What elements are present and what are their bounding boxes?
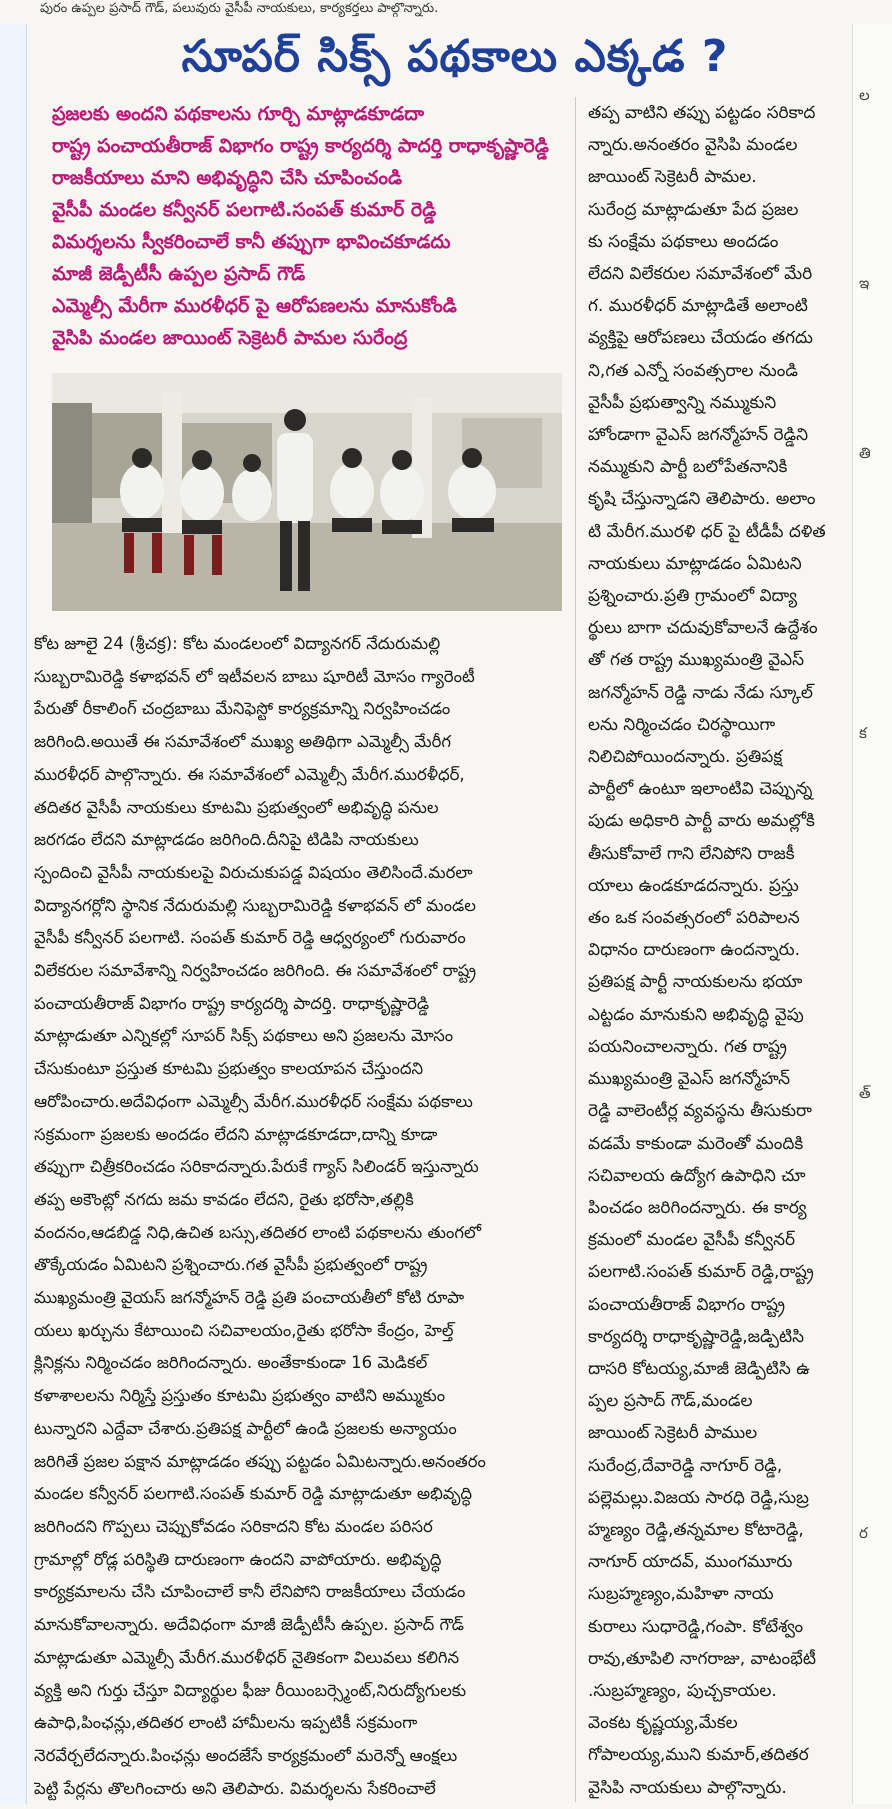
body-line: నమ్ముకుని పార్టీ బలోపేతనానికి <box>588 457 788 478</box>
body-line: జాయింట్ సెక్రెటరీ పామల. <box>588 167 757 188</box>
press-meet-photo <box>52 373 562 611</box>
body-line: మాట్లాడుతూ ఎన్నికల్లో సూపర్ సిక్స్ పథకాలు అని ప్రజలను మోసం <box>34 1026 454 1046</box>
body-line: వైసీపీ కన్వీనర్ పలగాటి. సంపత్ కుమార్ రెడ్డి ఆధ్వర్యంలో గురువారం <box>34 928 466 948</box>
body-line: ఉపాధి,పింఛన్లు,తదితర లాంటి హామీలను ఇప్పటికీ సక్రమంగా <box>34 1713 418 1733</box>
previous-article-strip <box>0 0 892 18</box>
body-line: రావు,తూపిలి నాగరాజు, వాటంభేటీ <box>588 1648 816 1669</box>
body-line: కృషి చేస్తున్నాడని తెలిపారు. అలాం <box>588 489 816 510</box>
press-meet-photo-drawing <box>52 373 562 611</box>
body-line: ని,గత ఎన్నో సంవత్సరాల నుండి <box>588 360 798 381</box>
body-line: గ్రామాల్లో రోడ్ల పరిస్థితి దారుణంగా ఉందని వాపోయారు. అభివృద్ధి <box>34 1549 442 1569</box>
body-line: చేసుకుంటూ ప్రస్తుత కూటమి ప్రభుత్వం కాలయాపన చేస్తుందని <box>34 1059 424 1079</box>
body-line: వ్యక్తిపై ఆరోపణలు చేయడం తగదు <box>588 328 813 349</box>
body-line: సురేంద్ర మాట్లాడుతూ పేద ప్రజల <box>588 199 799 220</box>
body-line: వెంకట కృష్ణయ్య,మేకల <box>588 1713 738 1734</box>
body-line: జగన్మోహన్ రెడ్డి నాడు నేడు స్కూల్ <box>588 682 813 703</box>
body-line: పయనించాలన్నారు. గత రాష్ట్ర <box>588 1036 787 1057</box>
edge-glyph: త్ <box>859 1084 871 1102</box>
edge-glyph: క <box>859 724 867 742</box>
body-line: విలేకరుల సమావేశాన్ని నిర్వహించడం జరిగింది. ఈ సమావేశంలో రాష్ట్ర <box>34 961 477 981</box>
body-line: ముఖ్యమంత్రి వైఎస్ జగన్మోహన్ <box>588 1069 791 1090</box>
column-divider <box>575 97 576 1802</box>
body-line: క్రమంలో మండల వైసీపీ కన్వీనర్ <box>588 1230 796 1251</box>
left-page-edge <box>0 24 27 1804</box>
body-line: సచివాలయ ఉద్యోగ ఉపాధిని చూ <box>588 1165 806 1186</box>
body-line: యలు ఖర్చును కేటాయించి సచివాలయం,రైతు భరోసా కేంద్రం, హెల్త్ <box>34 1320 454 1340</box>
body-line: టి మేరీగ.మురళి ధర్ పై టీడీపీ దళిత <box>588 521 826 542</box>
right-page-edge <box>852 24 892 1804</box>
body-line: జరిగితే ప్రజల పక్షాన మాట్లాడడం తప్పు పట్టడం ఏమిటన్నారు.అనంతరం <box>34 1451 486 1471</box>
body-line: .సుబ్రహ్మణ్యం, పుచ్చకాయల. <box>588 1680 777 1701</box>
body-line: వైసీపీ ప్రభుత్వాన్ని నమ్ముకుని <box>588 392 777 413</box>
body-line: వైసిపి నాయకులు పాల్గొన్నారు. <box>588 1777 787 1798</box>
body-line: జరిగిందని గొప్పలు చెప్పుకోవడం సరికాదని కోట మండల పరిసర <box>34 1516 433 1536</box>
body-line: తొక్కేయడం ఏమిటని ప్రశ్నించారు.గత వైసీపీ ప్రభుత్వంలో రాష్ట్ర <box>34 1255 428 1275</box>
body-line: జరగడం లేదని మాట్లాడడం జరిగింది.దీనిపై టిడిపి నాయకులు <box>34 830 419 850</box>
body-line: కార్యదర్శి రాధాకృష్ణారెడ్డి,జడ్పిటిసి <box>588 1326 805 1347</box>
body-line: ముఖ్యమంత్రి వైయస్ జగన్మోహన్ రెడ్డి ప్రతి పంచాయతీలో కోటి రూపా <box>34 1288 465 1308</box>
body-line: సుబ్బరామిరెడ్డి కళాభవన్ లో ఇటీవలన బాబు షూరిటీ మోసం గ్యారెంటీ <box>34 666 475 686</box>
left-body-column <box>34 628 564 1805</box>
subheading: వైసీపీ మండల కన్వీనర్ పలగాటి.సంపత్ కుమార్ రెడ్డి <box>52 199 437 221</box>
body-line: ప్రశ్నించారు.ప్రతి గ్రామంలో విద్యా <box>588 586 798 607</box>
body-line: ఆరోపించారు.అదేవిధంగా ఎమ్మెల్సీ మేరీగ.మురళీధర్ సంక్షేమ పథకాలు <box>34 1091 473 1111</box>
body-line: తీసుకోవాలే గాని లేనిపోని రాజకీ <box>588 843 795 864</box>
body-line: లేదని విలేకరుల సమావేశంలో మేరి <box>588 264 813 285</box>
body-line: నిలిచిపోయిందన్నారు. ప్రతిపక్ష <box>588 747 783 768</box>
body-line: కార్యక్రమాలను చేసి చూపించాలే కానీ లేనిపోని రాజకీయాలు చేయడం <box>34 1582 466 1602</box>
subheading: ప్రజలకు అందని పథకాలను గూర్చి మాట్లాడకూడదా <box>52 103 425 125</box>
body-line: దాసరి కోటయ్య,మాజీ జెడ్పిటిసి ఉ <box>588 1358 810 1379</box>
body-line: సురేంద్ర,దేవారెడ్డి నాగూర్ రెడ్డి, <box>588 1455 783 1476</box>
body-line: జాయింట్ సెక్రెటరీ పాముల <box>588 1423 758 1444</box>
body-line: పార్టీలో ఉంటూ ఇలాంటివి చెప్పున్న <box>588 779 813 800</box>
article-headline: సూపర్ సిక్స్ పథకాలు ఎక్కడ ? <box>181 31 729 82</box>
body-line: గ. మురళీధర్ మాట్లాడితే అలాంటి <box>588 296 808 317</box>
body-line: కురాలు సుధారెడ్డి,గంపా. కోటేశ్వం <box>588 1616 804 1637</box>
body-line: ప్రతిపక్ష పార్టీ నాయకులను భయా <box>588 972 803 993</box>
body-line: నాగూర్ యాదవ్, ముంగమూరు <box>588 1552 793 1573</box>
body-line: తప్ప అకౌంట్లో నగదు జమ కావడం లేదని, రైతు భరోసా,తల్లికి <box>34 1189 414 1209</box>
body-line: రెడ్డి వాలెంటీర్ల వ్యవస్థను తీసుకురా <box>588 1101 812 1122</box>
right-body-column <box>588 97 844 1804</box>
edge-glyph: తి <box>859 444 871 462</box>
body-line: సుబ్రహ్మణ్యం,మహిళా నాయ <box>588 1584 774 1605</box>
body-line: కోట జూలై 24 (శ్రీచక్ర): కోట మండలంలో విద్యానగర్ నేదురుమల్లి <box>34 634 441 653</box>
body-line: పలగాటి.సంపత్ కుమార్ రెడ్డి,రాష్ట్ర <box>588 1262 814 1283</box>
edge-glyph: ఇ <box>859 274 870 292</box>
body-line: మానుకోవాలన్నారు. అదేవిధంగా మాజీ జెడ్పీటీసీ ఉప్పల. ప్రసాద్ గౌడ్ <box>34 1615 464 1635</box>
body-line: పేరుతో రీకాలింగ్ చంద్రబాబు మేనిఫెస్టో కార్యక్రమాన్ని నిర్వహించడం <box>34 699 451 719</box>
body-line: హ్మణ్యం రెడ్డి,తన్నమాల కోటారెడ్డి, <box>588 1519 804 1540</box>
subheading: రాజకీయాలు మాని అభివృద్ధిని చేసి చూపించండి <box>52 167 403 189</box>
body-line: పల్లెమల్లు.విజయ సారధి రెడ్డి,సుబ్ర <box>588 1487 809 1508</box>
body-line: సక్రమంగా ప్రజలకు అందడం లేదని మాట్లాడకూడదా,దాన్ని కూడా <box>34 1124 438 1144</box>
body-line: న్నారు.అనంతరం వైసిపి మండల <box>588 135 798 156</box>
body-line: హోండాగా వైఎస్ జగన్మోహన్ రెడ్డిని <box>588 425 809 446</box>
body-line: కు సంక్షేమ పథకాలు అందడం <box>588 231 779 252</box>
body-line: క్లినిక్లను నిర్మించడం జరిగిందన్నారు. అంతేకాకుండా 16 మెడికల్ <box>34 1353 428 1373</box>
body-line: ప్పల ప్రసాద్ గౌడ్,మండల <box>588 1391 753 1412</box>
previous-article-text: పురం ఉప్పల ప్రసాద్ గౌడ్, పలువురు వైసీపీ నాయకులు, కార్యకర్తలు పాల్గొన్నారు. <box>40 1 439 16</box>
body-line: పెట్టి పేర్లను తొలగించారు అని తెలిపారు. విమర్శలను సేకరించాలే <box>34 1778 436 1798</box>
body-line: పుడు అధికారి పార్టీ వారు అమల్లోకి <box>588 811 815 832</box>
body-line: యాలు ఉండకూడదన్నారు. ప్రస్తు <box>588 875 799 896</box>
body-line: వడమే కాకుండా మరెంతో మందికి <box>588 1133 804 1154</box>
subheading: ఎమ్మెల్సీ మేరీగా మురళీధర్ పై ఆరోపణలను మానుకోండి <box>52 295 457 317</box>
body-line: వ్యక్తి అని గుర్తు చేస్తూ విద్యార్థుల ఫీజు రీయింబర్స్మెంట్,నిరుద్యోగులకు <box>34 1680 467 1700</box>
body-line: జరిగింది.అయితే ఈ సమావేశంలో ముఖ్య అతిథిగా ఎమ్మెల్సీ మేరీగ <box>34 732 452 752</box>
subheadings-block <box>52 98 572 354</box>
subheading: మాజీ జెడ్పీటీసీ ఉప్పల ప్రసాద్ గౌడ్ <box>52 263 306 285</box>
body-line: మండల కన్వీనర్ పలగాటి.సంపత్ కుమార్ రెడ్డి మాట్లాడుతూ అభివృద్ధి <box>34 1484 473 1504</box>
body-line: పంచాయతీరాజ్ విభాగం రాష్ట్ర <box>588 1294 786 1315</box>
body-line: మాట్లాడుతూ ఎమ్మెల్సీ మేరీగ.మురళీధర్ నైతికంగా విలువలు కలిగిన <box>34 1647 460 1667</box>
subheading: వైసిపి మండల జాయింట్ సెక్రెటరీ పామల సురేంద్ర <box>52 327 408 349</box>
body-line: స్పందించి వైసీపీ నాయకులపై విరుచుకుపడ్డ విషయం తెలిసిందే.మరలా <box>34 862 473 882</box>
body-line: లను నిర్మించడం చిరస్థాయిగా <box>588 714 776 735</box>
edge-glyph: ర <box>859 1524 868 1542</box>
subheading: రాష్ట్ర పంచాయతీరాజ్ విభాగం రాష్ట్ర కార్యదర్శి పాదర్తి రాధాకృష్ణారెడ్డి <box>52 135 549 157</box>
body-line: నాయకులు మాట్లాడడం ఏమిటని <box>588 553 802 574</box>
body-line: విద్యానగర్లోని స్థానిక నేదురుమల్లి సుబ్బరామిరెడ్డి కళాభవన్ లో మండల <box>34 895 476 915</box>
body-line: తో గత రాష్ట్ర ముఖ్యమంత్రి వైఎస్ <box>588 650 805 671</box>
body-line: తప్పుగా చిత్రీకరించడం సరికాదన్నారు.పేరుకే గ్యాస్ సిలిండర్ ఇస్తున్నారు <box>34 1157 479 1177</box>
body-line: కళాశాలలను నిర్మిస్తే ప్రస్తుతం కూటమి ప్రభుత్వం వాటిని అమ్ముకుం <box>34 1386 446 1406</box>
body-line: తం ఒక సంవత్సరంలో పరిపాలన <box>588 908 800 929</box>
subheading: విమర్శలను స్వీకరించాలే కానీ తప్పుగా భావించకూడదు <box>52 231 451 253</box>
body-line: టున్నారని ఎద్దేవా చేశారు.ప్రతిపక్ష పార్టీలో ఉండి ప్రజలకు అన్యాయం <box>34 1418 457 1438</box>
body-line: వందనం,ఆడబిడ్డ నిధి,ఉచిత బస్సు,తదితర లాంటి పథకాలను తుంగలో <box>34 1222 481 1242</box>
body-line: నెరవేర్చలేదన్నారు.పింఛన్లు అందజేసే కార్యక్రమంలో మరెన్నో ఆంక్షలు <box>34 1745 458 1765</box>
body-line: విధానం దారుణంగా ఉందన్నారు. <box>588 940 800 961</box>
body-line: గోపాలయ్య,ముని కుమార్,తదితర <box>588 1745 809 1766</box>
body-line: ర్థులు బాగా చదువుకోవాలనే ఉద్దేశం <box>588 618 818 639</box>
body-line: మురళీధర్ పాల్గొన్నారు. ఈ సమావేశంలో ఎమ్మెల్సీ మేరీగ.మురళీధర్, <box>34 764 465 784</box>
body-line: పించడం జరిగిందన్నారు. ఈ కార్య <box>588 1197 807 1218</box>
body-line: ఎట్టడం మానుకుని అభివృద్ధి వైపు <box>588 1004 804 1025</box>
body-line: తదితర వైసీపీ నాయకులు కూటమి ప్రభుత్వంలో అభివృద్ధి పనుల <box>34 797 439 817</box>
body-line: పంచాయతీరాజ్ విభాగం రాష్ట్ర కార్యదర్శి పాదర్తి. రాధాకృష్ణారెడ్డి <box>34 993 430 1013</box>
body-line: తప్ప వాటిని తప్పు పట్టడం సరికాద <box>588 103 816 123</box>
edge-glyph: ల <box>859 86 870 104</box>
